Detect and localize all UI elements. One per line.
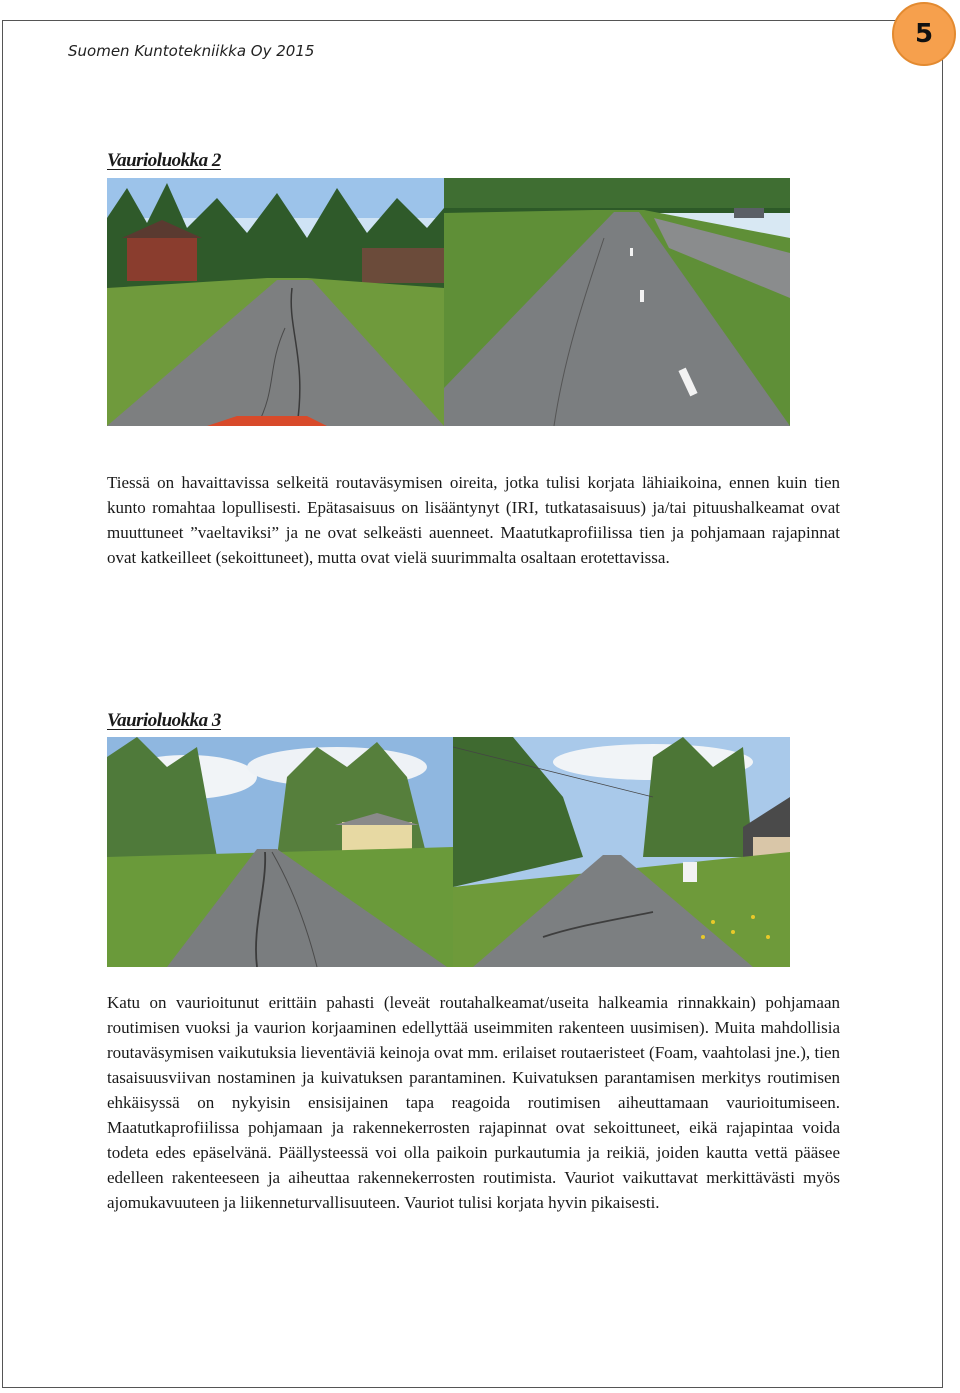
- road-photo-class-3-left: [107, 737, 453, 967]
- header-company: Suomen Kuntotekniikka Oy 2015: [68, 42, 315, 60]
- road-photo-class-3-right: [453, 737, 790, 967]
- section-paragraph-vaurioluokka-2: Tiessä on havaittavissa selkeitä routaväsymisen oireita, jotka tulisi korjata lähiaikoina, ennen kuin tien kunto romahtaa lopullisesti. Epätasaisuus on lisääntynyt (IRI, tutkatasaisuus) ja/tai pituushalkeamat ovat muuttuneet ”vaeltaviksi” ja ne ovat selkeästi auenneet. Maatutkaprofiilissa tien ja pohjamaan rajapinnat ovat katkeilleet (sekoittuneet), mutta ovat vielä suurimmalta osaltaan erotettavissa.: [107, 473, 840, 567]
- section-heading-vaurioluokka-3: Vaurioluokka 3: [107, 710, 221, 731]
- page-number-badge: 5: [892, 2, 956, 66]
- road-photo-class-2-left: [107, 178, 444, 426]
- section-paragraph-vaurioluokka-3: Katu on vaurioitunut erittäin pahasti (leveät routahalkeamat/useita halkeamia rinnakkain) pohjamaan routimisen vuoksi ja vaurion korjaaminen edellyttää useimmiten rakenteen uusimisen). Muita mahdollisia routaväsymisen vaikutuksia lieventäviä keinoja ovat mm. erilaiset routaeristeet (Foam, vaahtolasi jne.), tien tasaisuusviivan nostaminen ja kuivatuksen parantaminen. Kuivatuksen parantamisen merkitys routimisen ehkäisyssä on nykyisin ensisijainen tapa reagoida routimisen aiheuttamaan vaurioitumiseen. Maatutkaprofiilissa pohjamaan ja rakennekerrosten rajapinnat ovat sekoittuneet, eikä rajapintaa voida todeta edes epäselvänä. Päällysteessä voi olla paikoin purkautumia ja reikiä, joiden kautta vettä pääsee edelleen rakenteeseen ja aiheuttaa rakennekerrosten routimista. Vauriot vaikuttavat merkittävästi myös ajomukavuuteen ja liikenneturvallisuuteen. Vauriot tulisi korjata hyvin pikaisesti.: [107, 993, 840, 1212]
- road-photo-class-2-right: [444, 178, 790, 426]
- section-heading-vaurioluokka-2: Vaurioluokka 2: [107, 150, 221, 171]
